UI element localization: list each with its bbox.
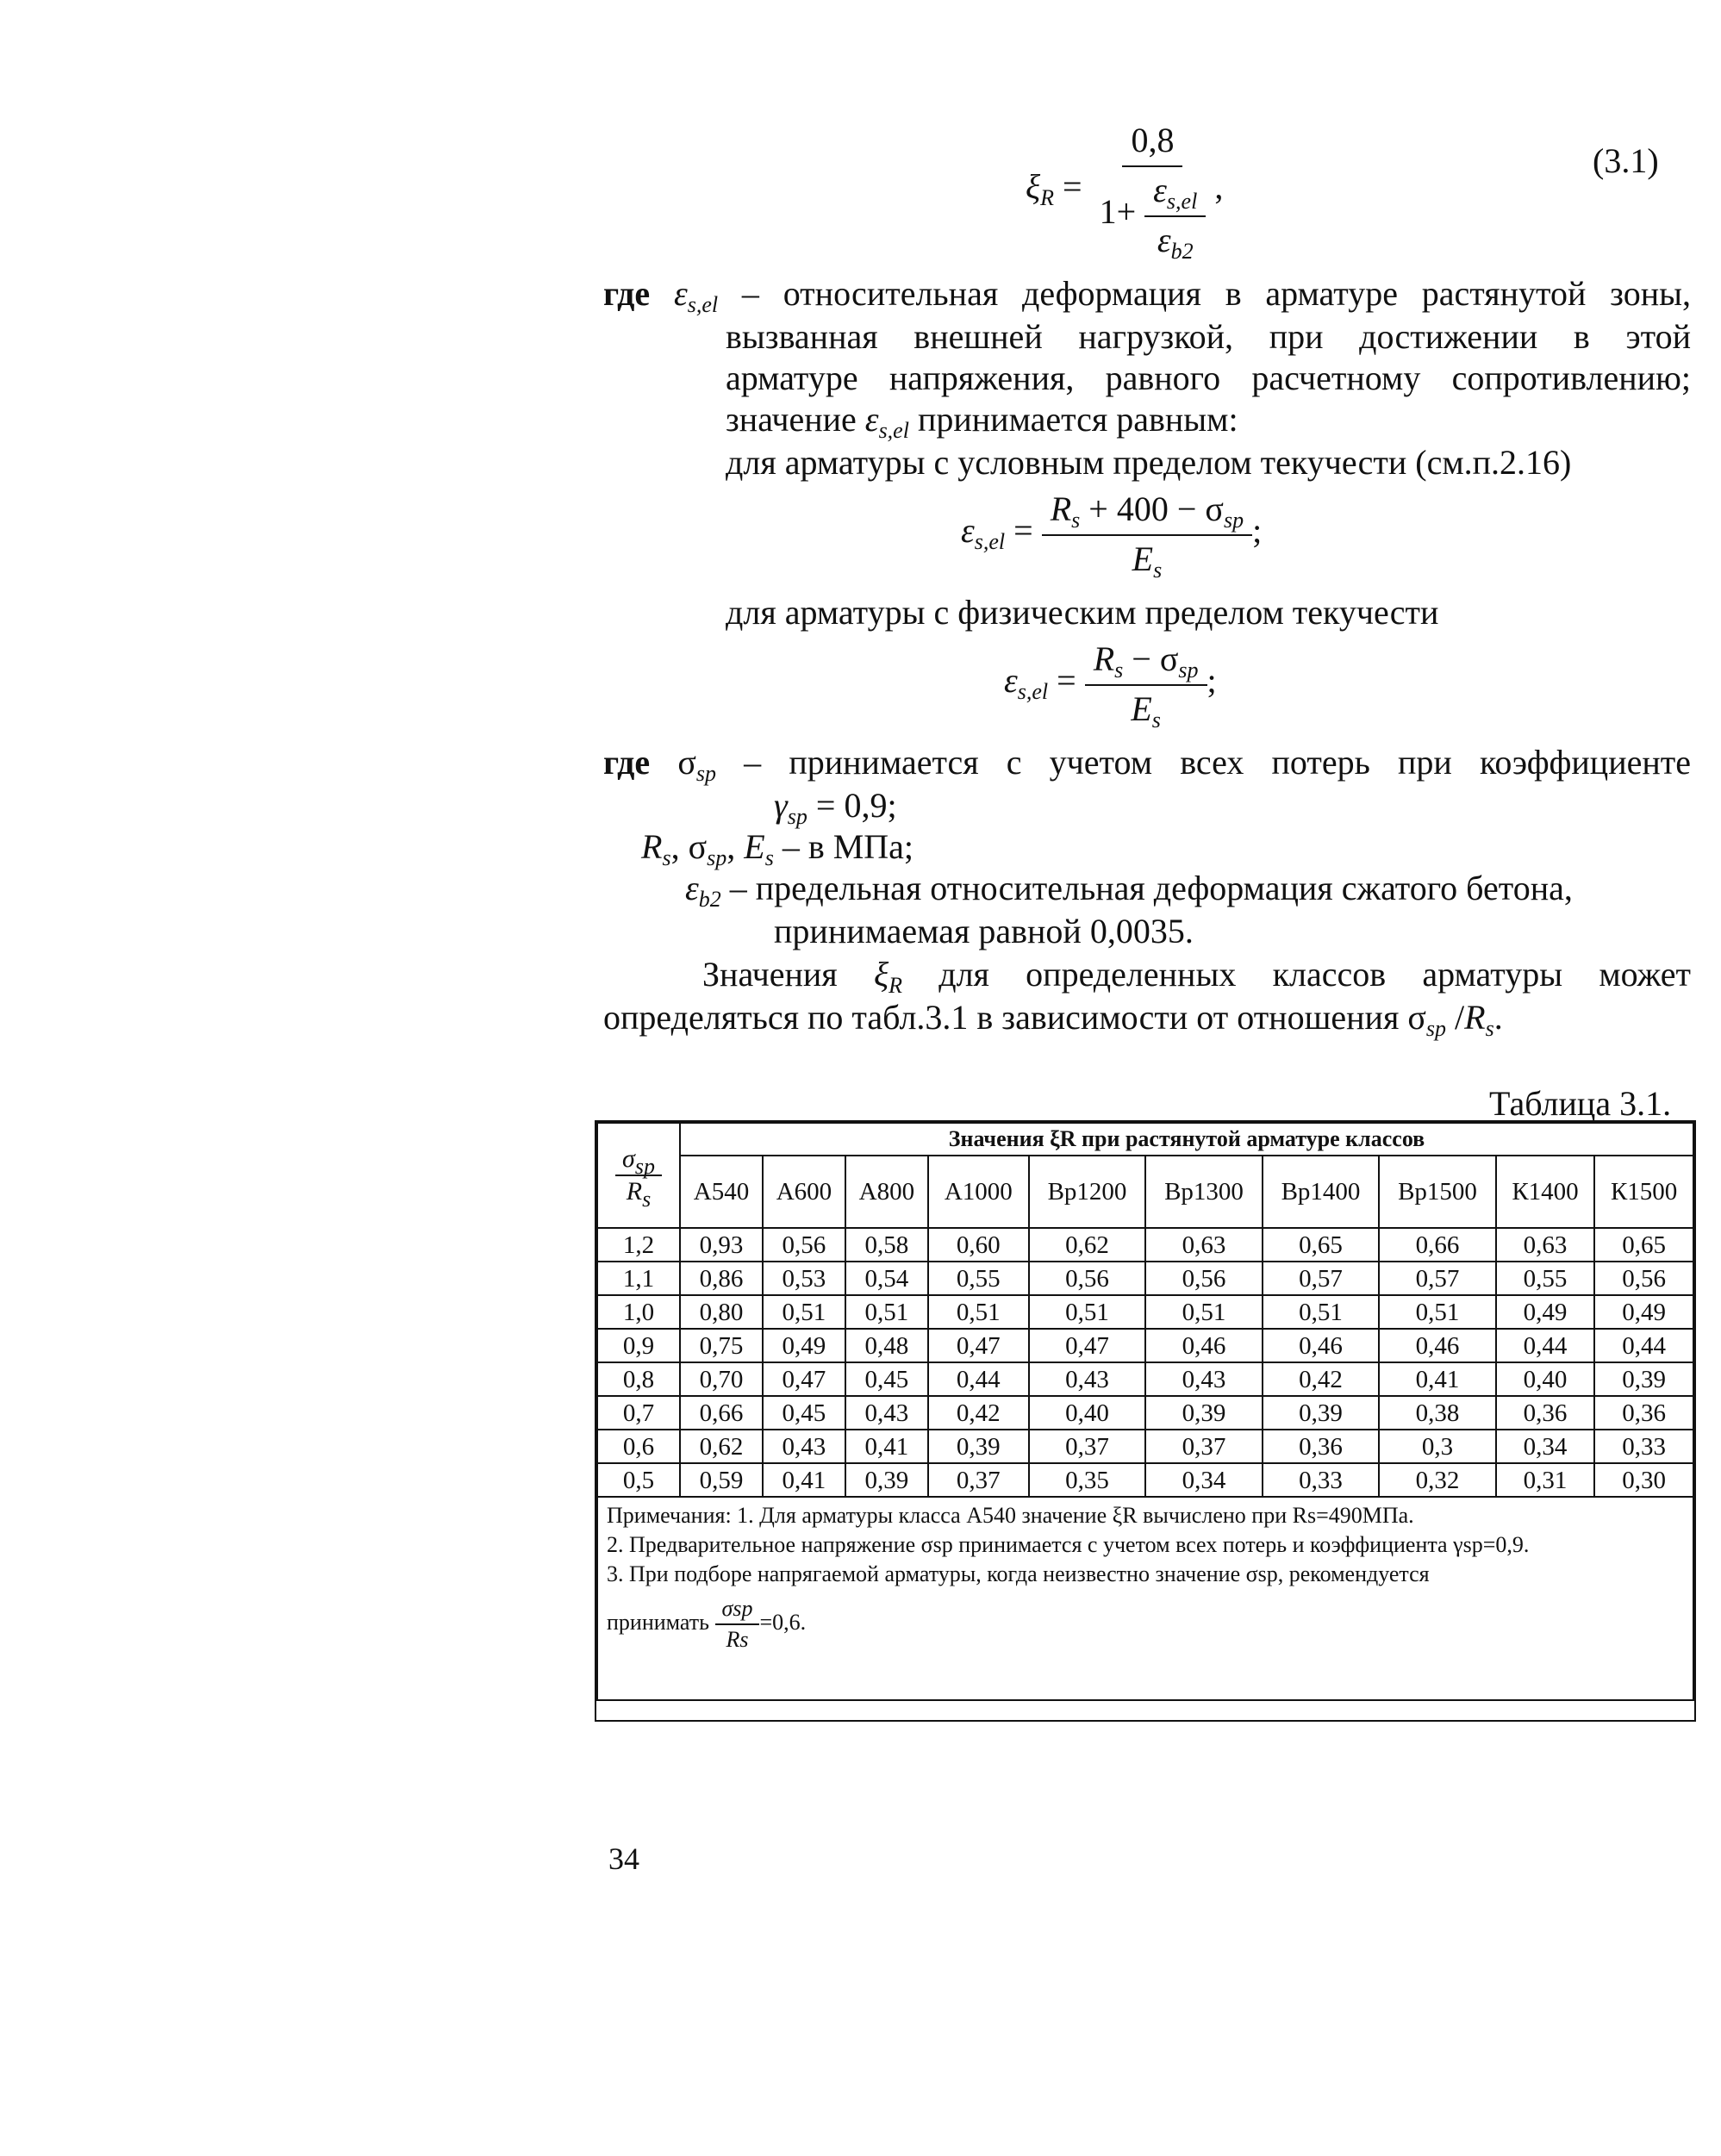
value-cell: 0,37 — [1145, 1430, 1263, 1463]
ratio-header: $\sigma_{sp}$ $R_s$ — [597, 1123, 680, 1228]
para-line2: определяться по табл.3.1 в зависимости от отношения $\sigma_{sp}$ $/R_s$. — [603, 998, 1503, 1041]
formula-phys-yield: $\varepsilon_{s,el}$ = $\frac{R_s - \sigma_{sp}}{E_s}$ ; — [1004, 639, 1217, 732]
value-cell: 0,46 — [1379, 1329, 1496, 1362]
class-header: Bp1500 — [1379, 1156, 1496, 1228]
value-cell: 0,36 — [1263, 1430, 1380, 1463]
def-sigma-gamma: $\gamma_{sp} = 0,9$; — [774, 786, 897, 829]
value-cell: 0,65 — [1594, 1228, 1693, 1262]
note-4: принимать σsp Rs =0,6. — [607, 1596, 807, 1652]
value-cell: 0,66 — [680, 1396, 763, 1430]
ratio-cell: 1,2 — [597, 1228, 680, 1262]
value-cell: 0,45 — [763, 1396, 845, 1430]
value-cell: 0,51 — [928, 1295, 1029, 1329]
note-2: 2. Предварительное напряжение σsp принимается с учетом всех потерь и коэффициента γsp=0,9. — [607, 1532, 1530, 1557]
value-cell: 0,33 — [1594, 1430, 1693, 1463]
value-cell: 0,31 — [1496, 1463, 1595, 1497]
value-cell: 0,39 — [1145, 1396, 1263, 1430]
value-cell: 0,47 — [763, 1362, 845, 1396]
value-cell: 0,86 — [680, 1262, 763, 1295]
value-cell: 0,56 — [1594, 1262, 1693, 1295]
ratio-cell: 1,0 — [597, 1295, 680, 1329]
class-header: Bp1200 — [1029, 1156, 1146, 1228]
value-cell: 0,44 — [928, 1362, 1029, 1396]
value-cell: 0,93 — [680, 1228, 763, 1262]
note-3: 3. При подборе напрягаемой арматуры, когда неизвестно значение σsp, рекомендуется — [607, 1561, 1430, 1586]
value-cell: 0,46 — [1263, 1329, 1380, 1362]
value-cell: 0,65 — [1263, 1228, 1380, 1262]
value-cell: 0,37 — [928, 1463, 1029, 1497]
formula-cond-yield: $\varepsilon_{s,el}$ = $\frac{R_s + 400 - \sigma_{sp}}{E_s}$ ; — [961, 489, 1263, 583]
value-cell: 0,48 — [845, 1329, 928, 1362]
value-cell: 0,63 — [1145, 1228, 1263, 1262]
value-cell: 0,58 — [845, 1228, 928, 1262]
value-cell: 0,43 — [1029, 1362, 1146, 1396]
value-cell: 0,70 — [680, 1362, 763, 1396]
table-caption: Таблица 3.1. — [1489, 1084, 1672, 1123]
table-row — [597, 1262, 1693, 1295]
class-header: Bp1300 — [1145, 1156, 1263, 1228]
table-row — [597, 1362, 1693, 1396]
value-cell: 0,75 — [680, 1329, 763, 1362]
value-cell: 0,36 — [1594, 1396, 1693, 1430]
value-cell: 0,51 — [1379, 1295, 1496, 1329]
def-eps-line4: значение $\varepsilon_{s,el}$ принимается равным: — [726, 400, 1238, 443]
def-eps-line5: для арматуры с условным пределом текучести (см.п.2.16) — [726, 443, 1572, 482]
table-row — [597, 1463, 1693, 1497]
table-row — [597, 1329, 1693, 1362]
value-cell: 0,47 — [1029, 1329, 1146, 1362]
page-number: 34 — [608, 1841, 639, 1876]
value-cell: 0,51 — [763, 1295, 845, 1329]
value-cell: 0,49 — [1594, 1295, 1693, 1329]
value-cell: 0,40 — [1496, 1362, 1595, 1396]
value-cell: 0,66 — [1379, 1228, 1496, 1262]
value-cell: 0,38 — [1379, 1396, 1496, 1430]
table-row — [597, 1295, 1693, 1329]
formula-number: (3.1) — [1593, 141, 1659, 180]
def-eps-line2: вызванная внешней нагрузкой, при достижении в этой — [726, 317, 1691, 356]
para-line1: Значения $\xi_R$ для определенных классов арматуры может — [702, 955, 1691, 998]
value-cell: 0,49 — [763, 1329, 845, 1362]
value-cell: 0,63 — [1496, 1228, 1595, 1262]
class-header: Bp1400 — [1263, 1156, 1380, 1228]
value-cell: 0,32 — [1379, 1463, 1496, 1497]
note-1: Примечания: 1. Для арматуры класса А540 значение ξR вычислено при Rs=490МПа. — [607, 1503, 1414, 1528]
value-cell: 0,35 — [1029, 1463, 1146, 1497]
table-row — [597, 1228, 1693, 1262]
formula-3-1: $\xi_R$ = 0,8 1+ $\frac{\varepsilon_{s,el}}{\varepsilon_{b2}}$ , — [1026, 121, 1224, 264]
formula-3-1-fraction: 0,8 1+ $\frac{\varepsilon_{s,el}}{\varepsilon_{b2}}$ — [1091, 119, 1215, 262]
value-cell: 0,56 — [1029, 1262, 1146, 1295]
ratio-cell: 0,6 — [597, 1430, 680, 1463]
group-header: Значения ξR при растянутой арматуре классов — [680, 1123, 1693, 1156]
value-cell: 0,34 — [1145, 1463, 1263, 1497]
value-cell: 0,54 — [845, 1262, 928, 1295]
value-cell: 0,60 — [928, 1228, 1029, 1262]
value-cell: 0,51 — [1263, 1295, 1380, 1329]
value-cell: 0,55 — [928, 1262, 1029, 1295]
value-cell: 0,49 — [1496, 1295, 1595, 1329]
value-cell: 0,39 — [845, 1463, 928, 1497]
ratio-cell: 0,5 — [597, 1463, 680, 1497]
values-table — [596, 1122, 1694, 1701]
value-cell: 0,3 — [1379, 1430, 1496, 1463]
ratio-cell: 1,1 — [597, 1262, 680, 1295]
def-eb2-line1: $\varepsilon_{b2}$ – предельная относительная деформация сжатого бетона, — [685, 869, 1573, 912]
value-cell: 0,44 — [1496, 1329, 1595, 1362]
table-notes — [597, 1497, 1693, 1700]
value-cell: 0,59 — [680, 1463, 763, 1497]
value-cell: 0,80 — [680, 1295, 763, 1329]
value-cell: 0,56 — [763, 1228, 845, 1262]
value-cell: 0,53 — [763, 1262, 845, 1295]
value-cell: 0,43 — [1145, 1362, 1263, 1396]
value-cell: 0,40 — [1029, 1396, 1146, 1430]
value-cell: 0,51 — [1145, 1295, 1263, 1329]
table-row — [597, 1396, 1693, 1430]
value-cell: 0,62 — [1029, 1228, 1146, 1262]
value-cell: 0,43 — [763, 1430, 845, 1463]
table-row — [597, 1430, 1693, 1463]
value-cell: 0,57 — [1263, 1262, 1380, 1295]
line-physical: для арматуры с физическим пределом текучести — [726, 593, 1439, 632]
value-cell: 0,43 — [845, 1396, 928, 1430]
value-cell: 0,30 — [1594, 1463, 1693, 1497]
class-header: К1400 — [1496, 1156, 1595, 1228]
def-sigma-line1: где $\sigma_{sp}$ – принимается с учетом всех потерь при коэффициенте — [603, 743, 1692, 786]
value-cell: 0,42 — [1263, 1362, 1380, 1396]
value-cell: 0,42 — [928, 1396, 1029, 1430]
class-header: К1500 — [1594, 1156, 1693, 1228]
value-cell: 0,39 — [1263, 1396, 1380, 1430]
units-line: $R_s$, $\sigma_{sp}$, $E_s$ – в МПа; — [641, 827, 914, 870]
value-cell: 0,44 — [1594, 1329, 1693, 1362]
class-header: А540 — [680, 1156, 763, 1228]
value-cell: 0,51 — [845, 1295, 928, 1329]
value-cell: 0,34 — [1496, 1430, 1595, 1463]
value-cell: 0,47 — [928, 1329, 1029, 1362]
value-cell: 0,39 — [1594, 1362, 1693, 1396]
value-cell: 0,51 — [1029, 1295, 1146, 1329]
value-cell: 0,37 — [1029, 1430, 1146, 1463]
value-cell: 0,57 — [1379, 1262, 1496, 1295]
value-cell: 0,41 — [845, 1430, 928, 1463]
value-cell: 0,62 — [680, 1430, 763, 1463]
value-cell: 0,46 — [1145, 1329, 1263, 1362]
value-cell: 0,33 — [1263, 1463, 1380, 1497]
def-eps-line1: где $\varepsilon_{s,el}$ – относительная деформация в арматуре растянутой зоны, — [603, 274, 1692, 317]
value-cell: 0,36 — [1496, 1396, 1595, 1430]
value-cell: 0,56 — [1145, 1262, 1263, 1295]
value-cell: 0,45 — [845, 1362, 928, 1396]
ratio-cell: 0,7 — [597, 1396, 680, 1430]
ratio-cell: 0,9 — [597, 1329, 680, 1362]
def-eb2-line2: принимаемая равной 0,0035. — [774, 912, 1194, 950]
def-eps-line3: арматуре напряжения, равного расчетному сопротивлению; — [726, 358, 1691, 397]
table-3-1 — [595, 1120, 1696, 1722]
class-header: А600 — [763, 1156, 845, 1228]
value-cell: 0,39 — [928, 1430, 1029, 1463]
value-cell: 0,41 — [763, 1463, 845, 1497]
class-header: А800 — [845, 1156, 928, 1228]
value-cell: 0,55 — [1496, 1262, 1595, 1295]
ratio-cell: 0,8 — [597, 1362, 680, 1396]
value-cell: 0,41 — [1379, 1362, 1496, 1396]
class-header: А1000 — [928, 1156, 1029, 1228]
